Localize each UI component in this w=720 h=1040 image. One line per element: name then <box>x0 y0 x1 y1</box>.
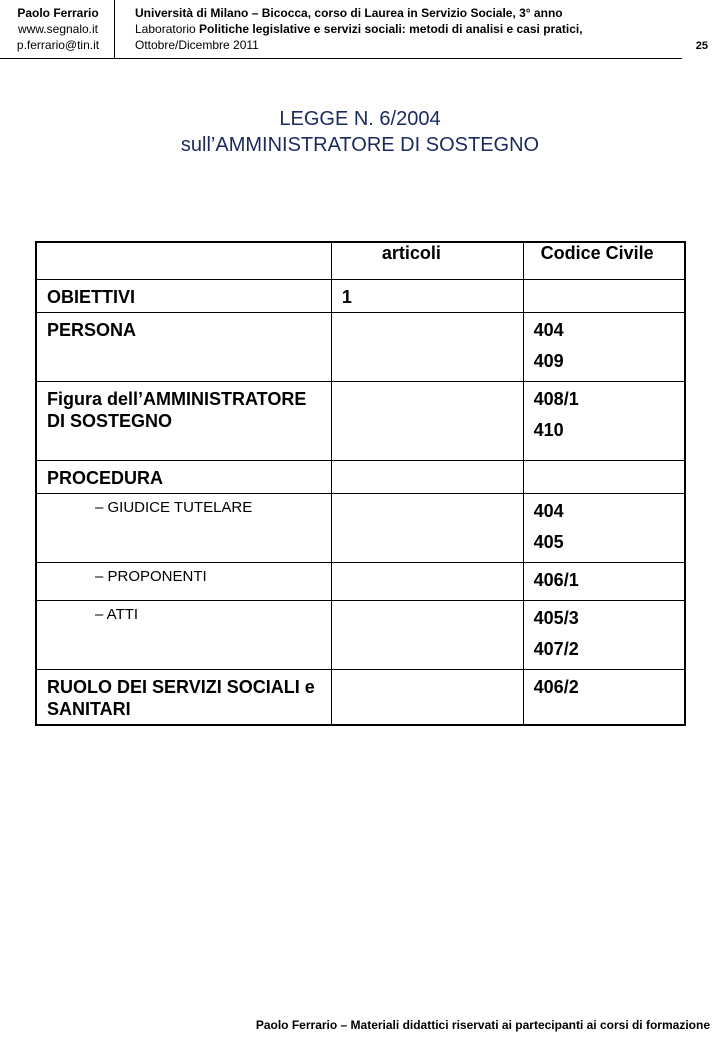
author-name: Paolo Ferrario <box>17 6 99 20</box>
title-line-1: LEGGE N. 6/2004 <box>279 108 441 130</box>
table-row <box>36 313 685 382</box>
codice-ref: 404 <box>533 320 564 340</box>
codice-ref: 405 <box>533 532 564 552</box>
codice-ref: 406/2 <box>533 677 579 697</box>
codice-ref: 408/1 <box>533 389 579 409</box>
codice-ref: 410 <box>533 420 564 440</box>
row-codice <box>523 280 685 313</box>
column-header-topic <box>36 242 331 280</box>
course-line-2-bold: Politiche legislative e servizi sociali: metodi di analisi e casi pratici, <box>199 22 583 36</box>
row-articoli <box>331 494 523 563</box>
row-codice <box>523 601 685 670</box>
row-codice <box>523 461 685 494</box>
row-codice <box>523 670 685 726</box>
page-footer: Paolo Ferrario – Materiali didattici riservati ai partecipanti ai corsi di formazione <box>255 1018 710 1032</box>
column-header-codice-civile: Codice Civile <box>523 242 685 280</box>
row-articoli <box>331 601 523 670</box>
author-block <box>8 5 108 53</box>
header-rule <box>0 58 682 59</box>
author-email: p.ferrario@tin.it <box>16 38 100 52</box>
column-header-articoli: articoli <box>331 242 523 280</box>
row-articoli: 1 <box>331 280 523 313</box>
page-title <box>0 106 720 158</box>
row-codice <box>523 313 685 382</box>
codice-ref: 404 <box>533 501 564 521</box>
course-line-3: Ottobre/Dicembre 2011 <box>135 38 259 52</box>
row-articoli <box>331 670 523 726</box>
header-divider <box>114 0 115 58</box>
row-label: PROCEDURA <box>36 461 331 494</box>
row-articoli <box>331 461 523 494</box>
row-label: RUOLO DEI SERVIZI SOCIALI e SANITARI <box>36 670 331 726</box>
course-block <box>135 5 655 53</box>
row-label: Figura dell’AMMINISTRATORE DI SOSTEGNO <box>36 382 331 461</box>
course-line-1: Università di Milano – Bicocca, corso di Laurea in Servizio Sociale, 3° anno <box>135 6 563 20</box>
table-header-row <box>36 242 685 280</box>
author-website: www.segnalo.it <box>17 22 99 36</box>
row-sublabel: – GIUDICE TUTELARE <box>36 494 331 563</box>
row-sublabel: – ATTI <box>36 601 331 670</box>
table-row <box>36 563 685 601</box>
row-codice <box>523 563 685 601</box>
page-number: 25 <box>695 40 708 52</box>
row-articoli <box>331 313 523 382</box>
row-label: OBIETTIVI <box>36 280 331 313</box>
row-label: PERSONA <box>36 313 331 382</box>
codice-ref: 409 <box>533 351 564 371</box>
codice-ref: 407/2 <box>533 639 579 659</box>
row-codice <box>523 382 685 461</box>
row-articoli <box>331 563 523 601</box>
table-row <box>36 601 685 670</box>
row-codice <box>523 494 685 563</box>
codice-ref: 406/1 <box>533 570 579 590</box>
table-row <box>36 494 685 563</box>
course-line-2 <box>135 21 655 37</box>
codice-ref: 405/3 <box>533 608 579 628</box>
row-articoli <box>331 382 523 461</box>
title-line-2: sull’AMMINISTRATORE DI SOSTEGNO <box>180 134 540 156</box>
law-articles-table <box>35 241 686 726</box>
table-row <box>36 670 685 726</box>
table-row <box>36 461 685 494</box>
table-row <box>36 382 685 461</box>
course-line-2-prefix: Laboratorio <box>135 22 200 36</box>
row-sublabel: – PROPONENTI <box>36 563 331 601</box>
table-row <box>36 280 685 313</box>
